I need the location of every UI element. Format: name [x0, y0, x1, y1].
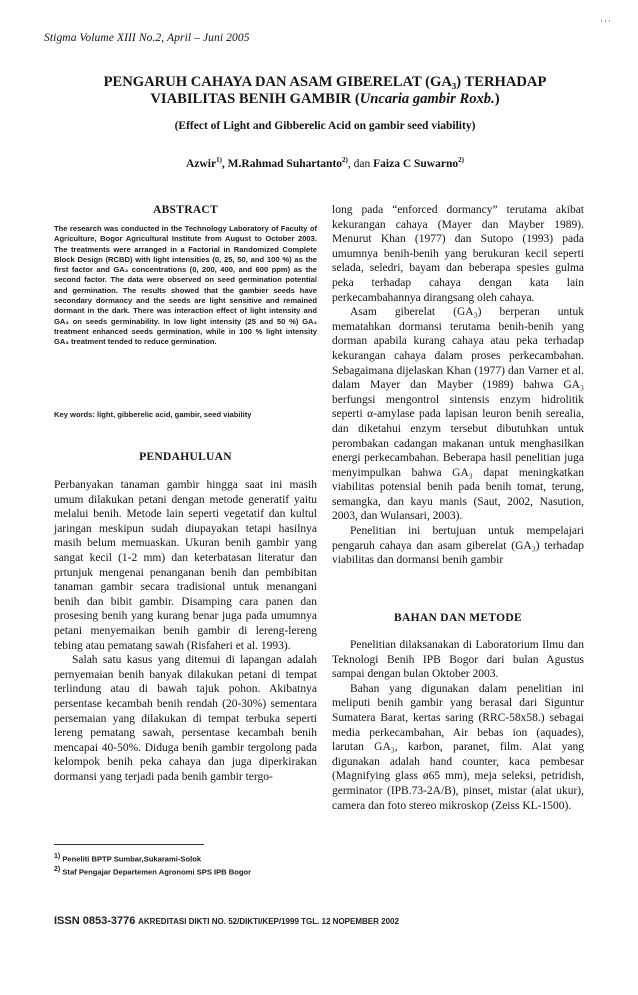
- footnote-2: [54, 866, 251, 877]
- accreditation-text: AKREDITASI DIKTI NO. 52/DIKTI/KEP/1999 TGL. 12 NOPEMBER 2002: [138, 917, 399, 926]
- author-2: , M.Rahmad Suhartanto: [221, 157, 343, 170]
- bahan-paragraph-2: Bahan yang digunakan dalam penelitian ini meliputi benih gambir yang berasal dari Siguntur Sumatera Barat, kertas saring (RRC-58x58.) sebagai media perkecambahan, Air bebas ion (aquades), larutan GA₃, karbon, paranet, film. Alat yang digunakan adalah hand counter, kaca pembesar (Magnifying glass ø65 mm), meja seleksi, petridish, germinator (IPB.73-2A/B), pinset, mistar (alat ukur), camera dan foto stereo mikroskop (Zeiss KL-1500).: [332, 682, 584, 812]
- page-mark: ···: [600, 16, 612, 26]
- author-1: Azwir: [186, 157, 217, 170]
- bahan-section: [332, 638, 584, 813]
- paper-subtitle: (Effect of Light and Gibberelic Acid on gambir seed viability): [174, 120, 476, 132]
- intro-paragraph-5: Penelitian ini bertujuan untuk mempelajari pengaruh cahaya dan asam giberelat (GA₃) terhadap viabilitas dan dormansi benih gambir: [332, 525, 584, 567]
- intro-paragraph-3: long pada “enforced dormancy” terutama akibat kekurangan cahaya (Mayer dan Mayber 1989). Menurut Khan (1977) dan Sutopo (1993) pada umumnya benih-benih yang berukuran kecil seperti selada, seledri, bayam dan beberapa spesies gulma peka terhadap cahaya dengan kata lain perkecambahannya dirangsang oleh cahaya.: [332, 204, 584, 304]
- author-1-affiliation: 1): [216, 156, 222, 164]
- journal-header: Stigma Volume XIII No.2, April – Juni 2005: [44, 32, 250, 44]
- paper-title: [60, 74, 590, 108]
- issn-number: ISSN 0853-3776: [54, 915, 136, 927]
- author-separator: , dan: [347, 157, 374, 170]
- footnote-2-text: Staf Pengajar Departemen Agronomi SPS IPB Bogor: [62, 867, 252, 877]
- title-line-2-suffix: ): [494, 91, 500, 107]
- species-name: Uncaria gambir Roxb.: [359, 91, 495, 107]
- footnote-1-marker: 1): [54, 853, 61, 860]
- pendahuluan-paragraph-1: Perbanyakan tanaman gambir hingga saat ini masih umum dilakukan petani dengan metode generatif yaitu melalui benih. Metode lain seperti vegetatif dan kultul jaringan meskipun sudah diupayakan tetapi hasilnya masih belum memuaskan. Ukuran benih gambir yang sangat kecil (1-2 mm) dan keterbatasan literatur dan prtunjuk mengenai penanganan benih dan pembibitan tanaman gambir secara tradisional untuk menangani benih dan bibit gambir. Disamping cara panen dan prosesing benih yang kurang benar juga pada umumnya petani menyemaikan benih gambir di lereng-lereng tebing atau pematang sawah (Risfaheri et al. 1993).: [54, 479, 317, 652]
- title-line-2: [60, 91, 590, 108]
- footnote-1-text: Peneliti BPTP Sumbar,Sukarami-Solok: [62, 854, 202, 864]
- issn-line: [54, 915, 399, 927]
- author-2-affiliation: 2): [342, 156, 348, 164]
- pendahuluan-heading: PENDAHULUAN: [139, 451, 232, 463]
- intro-paragraph-4: Asam giberelat (GA₃) berperan untuk mematahkan dormansi terutama benih-benih yang dorman apabila kurang cahaya atau peka terhadap kekurangan cahaya dalam proses perkecambahan. Sebagaimana dijelaskan Khan (1977) dan Varner et al. dalam Mayer dan Mayber (1989) bahwa GA₃ berfungsi mengontrol sintensis enzym hidrolitik seperti α-amylase pada lapisan leuron benih serealia, dan diketahui enzym tersebut dibutuhkan untuk perombakan cadangan makanan untuk menghasilkan energi perkecambahan. Beberapa hasil penelitian juga menyimpulkan bahwa GA₃ dapat meningkatkan viabilitas potensial benih pada benih tomat, terung, semangka, dan kayu manis (Saut, 2002, Nasution, 2003, dan Wulansari, 2003).: [332, 306, 584, 523]
- footnote-2-marker: 2): [54, 866, 61, 873]
- bahan-heading: BAHAN DAN METODE: [394, 612, 522, 624]
- author-3: Faiza C Suwarno: [373, 157, 459, 170]
- footnote-divider: [54, 844, 204, 845]
- title-line-1: PENGARUH CAHAYA DAN ASAM GIBERELAT (GA₃) TERHADAP: [103, 74, 547, 90]
- bahan-paragraph-1: Penelitian dilaksanakan di Laboratorium Ilmu dan Teknologi Benih IPB Bogor dari bulan Agustus sampai dengan bulan Oktober 2003.: [332, 639, 584, 681]
- footnote-1: [54, 853, 201, 864]
- keywords: Key words: light, gibberelic acid, gambir, seed viability: [54, 410, 252, 419]
- author-list: [60, 156, 590, 170]
- pendahuluan-paragraph-2: Salah satu kasus yang ditemui di lapangan adalah pernyemaian benih banyak dilakukan petani di tempat terlindung atau di bawah tajuk pohon. Akibatnya persentase kecambah benih rendah (20-30%) sementara persemaian yang dilakukan di tempat terbuka seperti lereng pematang sawah, persentase kecambah benih mencapai 40-50%. Diduga benih gambir tergolong pada kelompok benih peka cahaya dan juga diperkirakan dormansi yang terjadi pada benih gambir tergo-: [54, 654, 317, 783]
- abstract-body: The research was conducted in the Technology Laboratory of Faculty of Agriculture, Bogor Agricultural Institute from August to October 2003. The treatments were arranged in a Factorial in Randomized Complete Block Design (RCBD) with light intensities (0, 25, 50, and 100 %) as the first factor and GA₃ concentrations (0, 200, 400, and 600 ppm) as the second factor. The data were observed on seed germination potential and germination. The results showed that the gambier seeds have secondary dormancy and the seeds are light sensitive and remained dormant in the dark. There was interaction effect of light intensity and GA₃ on seeds germinability. In low light intensity (25 and 50 %) GA₃ treatment enhanced seeds germination, while in 100 % light intensity GA₃ treatment tended to reduce germination.: [54, 224, 317, 347]
- abstract-heading: ABSTRACT: [152, 204, 219, 216]
- author-3-affiliation: 2): [458, 156, 464, 164]
- right-column-intro: [332, 203, 584, 568]
- pendahuluan-section: [54, 478, 317, 784]
- title-line-2-prefix: VIABILITAS BENIH GAMBIR (: [150, 91, 360, 107]
